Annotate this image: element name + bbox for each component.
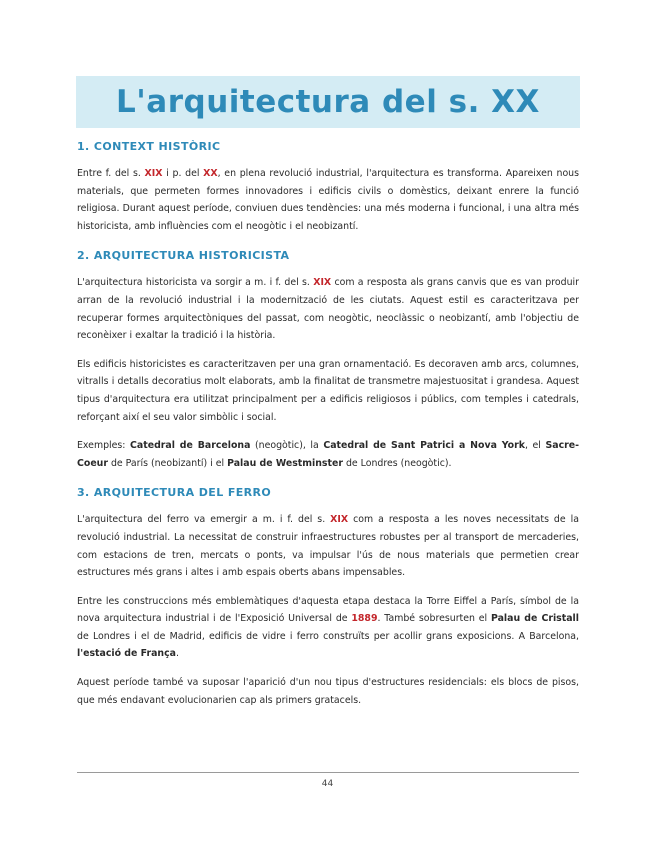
highlight-text: XIX: [330, 514, 349, 526]
section-heading: 3. ARQUITECTURA DEL FERRO: [77, 486, 272, 500]
highlight-text: 1889: [351, 613, 378, 625]
text-run: , en plena revolució industrial, l'arquitectura es transforma. Apareixen nous materials, que permeten formes innovadores i edificis civils o domèstics, deixant enrere la funció religiosa. Durant aquest període, conviuen dues tendències: una més moderna i funcional, i una altra més historicista, amb influències com el neogòtic i el neobizantí.: [77, 168, 580, 232]
text-run: de Londres i el de Madrid, edificis de vidre i ferro construïts per acollir grans exposicions. A Barcelona,: [77, 630, 579, 642]
document-body: [77, 140, 579, 723]
text-run: . També sobresurten el: [377, 613, 491, 625]
section-2: [77, 249, 579, 472]
text-run: L'arquitectura del ferro va emergir a m. i f. del s.: [77, 514, 331, 526]
section-heading: 2. ARQUITECTURA HISTORICISTA: [77, 249, 290, 263]
text-run: , el: [524, 440, 546, 452]
text-run: com a resposta a les noves necessitats de la revolució industrial. La necessitat de construir infraestructures robustes per al transport de mercaderies, com estacions de tren, mercats o ponts, va impulsar l'ús de nous materials que permetien crear estructures més grans i altes i amb espais oberts abans impensables.: [77, 514, 579, 579]
paragraph: [77, 356, 579, 426]
paragraph: [77, 511, 579, 581]
highlight-text: XIX: [144, 168, 163, 179]
bold-text: Catedral de Sant Patrici a Nova York: [323, 440, 525, 452]
bold-text: Catedral de Barcelona: [130, 440, 251, 452]
text-run: Exemples:: [77, 440, 131, 452]
paragraph: [77, 274, 579, 344]
paragraph: [77, 165, 579, 235]
bold-text: Sacre-Coeur: [77, 440, 579, 469]
text-run: L'arquitectura historicista va sorgir a m. i f. del s.: [77, 277, 314, 289]
text-run: Els edificis historicistes es caracteritzaven per una gran ornamentació. Es decoraven amb arcs, columnes, vitralls i detalls decoratius molt elaborats, amb la finalitat de transmetre majestuositat i grandesa. Aquest tipus d'arquitectura era utilitzat principalment per a edificis religiosos i públics, com temples i catedrals, reforçant així el seu valor simbòlic i social.: [77, 358, 579, 423]
text-run: .: [175, 648, 179, 660]
section-heading: 1. CONTEXT HISTÒRIC: [77, 140, 221, 153]
bold-text: Palau de Westminster: [227, 457, 343, 469]
text-run: Entre f. del s.: [77, 168, 145, 179]
page-number: 44: [321, 779, 334, 789]
paragraph: [77, 437, 579, 472]
text-run: Entre les construccions més emblemàtiques d'aquesta etapa destaca la Torre Eiffel a París, símbol de la nova arquitectura industrial i de l'Exposició Universal de: [77, 595, 579, 625]
highlight-text: XX: [203, 168, 218, 179]
bold-text: Palau de Cristall: [490, 613, 579, 625]
bold-text: l'estació de França: [77, 648, 176, 660]
paragraph: [77, 593, 579, 663]
section-1: [77, 140, 579, 235]
highlight-text: XIX: [313, 277, 332, 289]
text-run: de París (neobizantí) i el: [107, 457, 228, 469]
text-run: de Londres (neogòtic).: [342, 457, 452, 469]
title-banner: [76, 76, 580, 128]
text-run: com a resposta als grans canvis que es van produir arran de la revolució industrial i la modernització de les ciutats. Aquest estil es caracteritzava per recuperar formes arquitectòniques del passat, com neogòtic, neoclàssic o neobizantí, amb l'objectiu de reconèixer i exaltar la tradició i la història.: [77, 277, 579, 342]
paragraph: [77, 674, 579, 709]
page-title: L'arquitectura del s. XX: [116, 84, 540, 120]
section-3: [77, 486, 579, 709]
text-run: (neogòtic), la: [250, 440, 324, 452]
footer-divider: [77, 772, 579, 773]
text-run: Aquest període també va suposar l'aparició d'un nou tipus d'estructures residencials: els blocs de pisos, que més endavant evolucionarien cap als primers gratacels.: [77, 677, 579, 706]
text-run: i p. del: [162, 168, 204, 179]
